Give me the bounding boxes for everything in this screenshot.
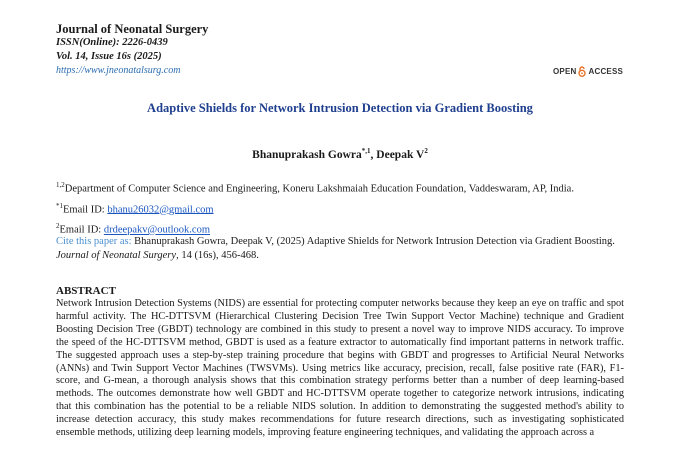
email1-label: Email ID: <box>63 204 108 215</box>
department: Department of Computer Science and Engineering, Koneru Lakshmaiah Education Foundation, Vaddeswaram, AP, India. <box>64 183 574 195</box>
email-link-1[interactable]: bhanu26032@gmail.com <box>107 204 214 215</box>
citation-journal: Journal of Neonatal Surgery <box>56 250 177 261</box>
department-line <box>56 177 574 198</box>
email-link-2[interactable]: drdeepakv@outlook.com <box>103 224 211 236</box>
citation-text: Bhanuprakash Gowra, Deepak V, (2025) Adaptive Shields for Network Intrusion Detection via Gradient Boosting. <box>131 236 615 247</box>
open-access-right: ACCESS <box>588 67 624 76</box>
dept-sup: 1,2 <box>56 181 65 189</box>
author-2: Deepak V <box>376 148 425 161</box>
open-access-left: OPEN <box>553 67 577 76</box>
journal-header <box>56 22 208 78</box>
journal-issn: ISSN(Online): 2226-0439 <box>56 37 168 48</box>
email1-sup: *1 <box>56 201 63 210</box>
open-lock-icon <box>577 66 587 77</box>
citation-tail: , 14 (16s), 456-468. <box>176 250 259 261</box>
citation <box>56 235 626 263</box>
abstract-body: Network Intrusion Detection Systems (NIDS) are essential for protecting computer networks because they keep an eye on traffic and spot harmful activity. The HC-DTTSVM (Hierarchical Clustering Decision Tree Twin Support Vector Machine) technique and Gradient Boosting Decision Tree (GBDT) technology are combined in this study to present a novel way to improve NIDS accuracy. To improve the speed of the HC-DTTSVM method, GBDT is used as a feature extractor to automatically find important patterns in network traffic. The suggested approach uses a step-by-step training procedure that begins with GBDT and progresses to Artificial Neural Networks (ANNs) and Twin Support Vector Machines (TWSVMs). Using metrics like accuracy, precision, recall, false positive rate (FAR), F1-score, and G-mean, a thorough analysis shows that this combination strategy performs better than a number of deep learning-based methods. The outcomes demonstrate how well GBDT and HC-DTTSVM operate together to categorize network intrusions, indicating that this combination has the potential to be a reliable NIDS solution. In addition to demonstrating the suggested method's ability to increase detection accuracy, this study makes recommendations for future research directions, such as investigating sophisticated ensemble methods, utilizing deep learning models, improving feature engineering techniques, and validating the approach across a <box>56 298 624 439</box>
email2-label: Email ID: <box>59 224 104 236</box>
affiliations <box>56 177 574 239</box>
email2-sup: 2 <box>56 222 60 230</box>
citation-label: Cite this paper as: <box>56 236 132 247</box>
journal-name: Journal of Neonatal Surgery <box>56 22 209 36</box>
author-line <box>0 147 680 161</box>
author-1-sup: *,1 <box>361 147 371 155</box>
author-1: Bhanuprakash Gowra <box>252 148 362 161</box>
author-separator: , <box>370 148 377 161</box>
author-2-sup: 2 <box>424 147 428 155</box>
open-access-logo <box>553 66 623 77</box>
abstract-heading: ABSTRACT <box>56 285 116 297</box>
paper-title: Adaptive Shields for Network Intrusion Detection via Gradient Boosting <box>147 101 533 115</box>
journal-url-link[interactable]: https://www.jneonatalsurg.com <box>56 65 181 76</box>
journal-volume: Vol. 14, Issue 16s (2025) <box>56 51 162 62</box>
email-line-1 <box>56 198 574 219</box>
